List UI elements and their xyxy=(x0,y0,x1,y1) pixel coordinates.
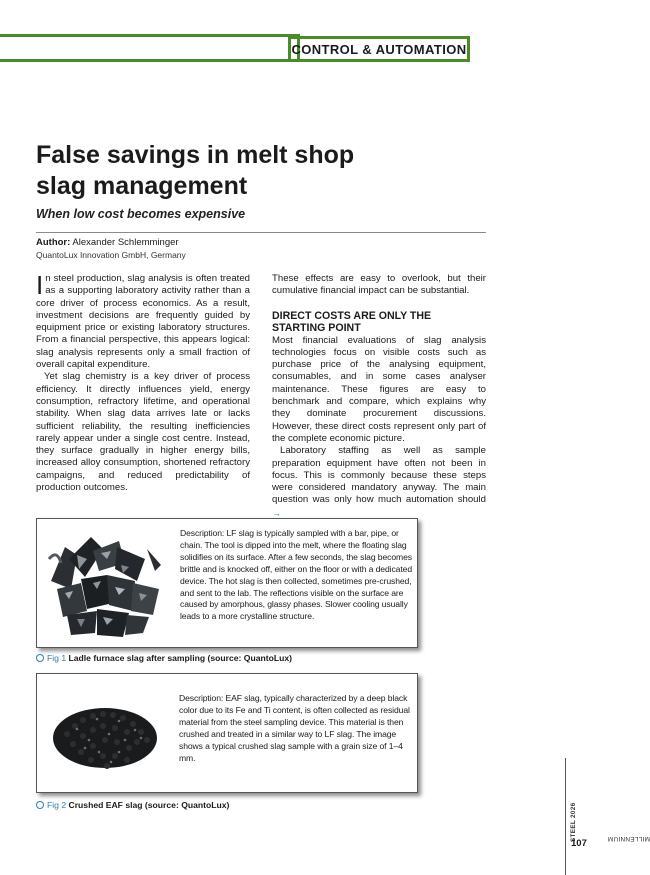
section-header xyxy=(288,36,470,62)
page-number: 107 xyxy=(571,838,587,849)
title-divider xyxy=(36,232,486,233)
section-label: CONTROL & AUTOMATION xyxy=(291,41,467,57)
section-header-rule xyxy=(0,34,300,62)
figure-2-caption xyxy=(36,800,229,810)
caption-circle-icon xyxy=(36,801,44,809)
continue-arrow-icon: → xyxy=(272,507,281,518)
figure-1-caption xyxy=(36,653,292,663)
paragraph-text: Laboratory staffing as well as sample preparation equipment have often not been in focus. This is commonly because these steps were considered mandatory anyway. The main question was only how much automation should xyxy=(272,445,486,506)
caption-circle-icon xyxy=(36,654,44,662)
eaf-slag-image xyxy=(37,674,177,792)
journal-name-part1: MILLENNIUM xyxy=(607,835,650,842)
paragraph: These effects are easy to overlook, but their cumulative financial impact can be substantial. xyxy=(272,273,486,297)
author-name: Alexander Schlemminger xyxy=(72,237,179,248)
title-line-2: slag management xyxy=(36,172,248,200)
paragraph xyxy=(36,270,250,371)
figure-1-box xyxy=(36,518,418,648)
section-heading: DIRECT COSTS ARE ONLY THE STARTING POINT xyxy=(272,309,432,335)
figure-2-box xyxy=(36,673,418,793)
figure-2-description: Description: EAF slag, typically characterized by a deep black color due to its Fe and Ti content, is often collected as residual material from the steel sampling device. This material is then crushed and treated in a similar way to LF slag. The image shows a typical crushed slag sample with a grain size of 1–4 mm. xyxy=(179,693,410,763)
figure-label: Fig 2 xyxy=(47,800,67,810)
paragraph: Yet slag chemistry is a key driver of process efficiency. It directly influences yield, energy consumption, refractory lifetime, and operational stability. When slag data arrives late or lacks sufficient reliability, the resulting inefficiencies rarely appear under a single cost centre. Instead, they surface gradually in higher energy bills, increased alloy consumption, shortened refractory campaigns, and reduced predictability of production outcomes. xyxy=(36,371,250,494)
figure-label: Fig 1 xyxy=(47,653,67,663)
journal-name xyxy=(570,762,650,842)
drop-cap: I xyxy=(36,270,44,300)
paragraph-text: n steel production, slag analysis is often treated as a supporting laboratory activity rather than a core driver of process economics. As a result, investment decisions are frequently guided by equipment price or existing laboratory structures. From a financial perspective, this appears logical: slag analysis represents only a small fraction of overall capital expenditure. xyxy=(36,273,250,371)
author-affiliation: QuantoLux Innovation GmbH, Germany xyxy=(36,250,186,260)
caption-text: Crushed EAF slag (source: QuantoLux) xyxy=(68,800,230,810)
footer-divider xyxy=(565,758,566,875)
body-column-right xyxy=(272,273,486,520)
journal-name-part2: STEEL 2026 xyxy=(570,802,577,842)
article-subtitle: When low cost becomes expensive xyxy=(36,207,246,221)
author-label: Author: xyxy=(36,237,71,248)
figure-1-description: Description: LF slag is typically sampled with a bar, pipe, or chain. The tool is dipped into the melt, where the floating slag solidifies on its surface. After a few seconds, the slag becomes brittle and is knocked off, either on the floor or with a dedicated device. The hot slag is then collected, sometimes pre-crushed, and sent to the lab. The reflections visible on the surface are caused by amorphous, glassy phases. Slower cooling usually leads to a more crystalline structure. xyxy=(180,528,412,622)
title-line-1: False savings in melt shop xyxy=(36,141,355,169)
paragraph xyxy=(272,445,486,520)
article-title xyxy=(36,140,436,202)
author-line xyxy=(36,237,179,248)
paragraph: Most financial evaluations of slag analysis technologies focus on visible costs such as purchase price of the analysing equipment, consumables, and in some cases analyser maintenance. These figures are easy to benchmark and compare, which explains why they dominate procurement discussions. However, these direct costs represent only part of the complete economic picture. xyxy=(272,334,486,444)
body-column-left xyxy=(36,270,250,494)
caption-text: Ladle furnace slag after sampling (source: QuantoLux) xyxy=(68,653,292,663)
lf-slag-image xyxy=(37,519,177,647)
